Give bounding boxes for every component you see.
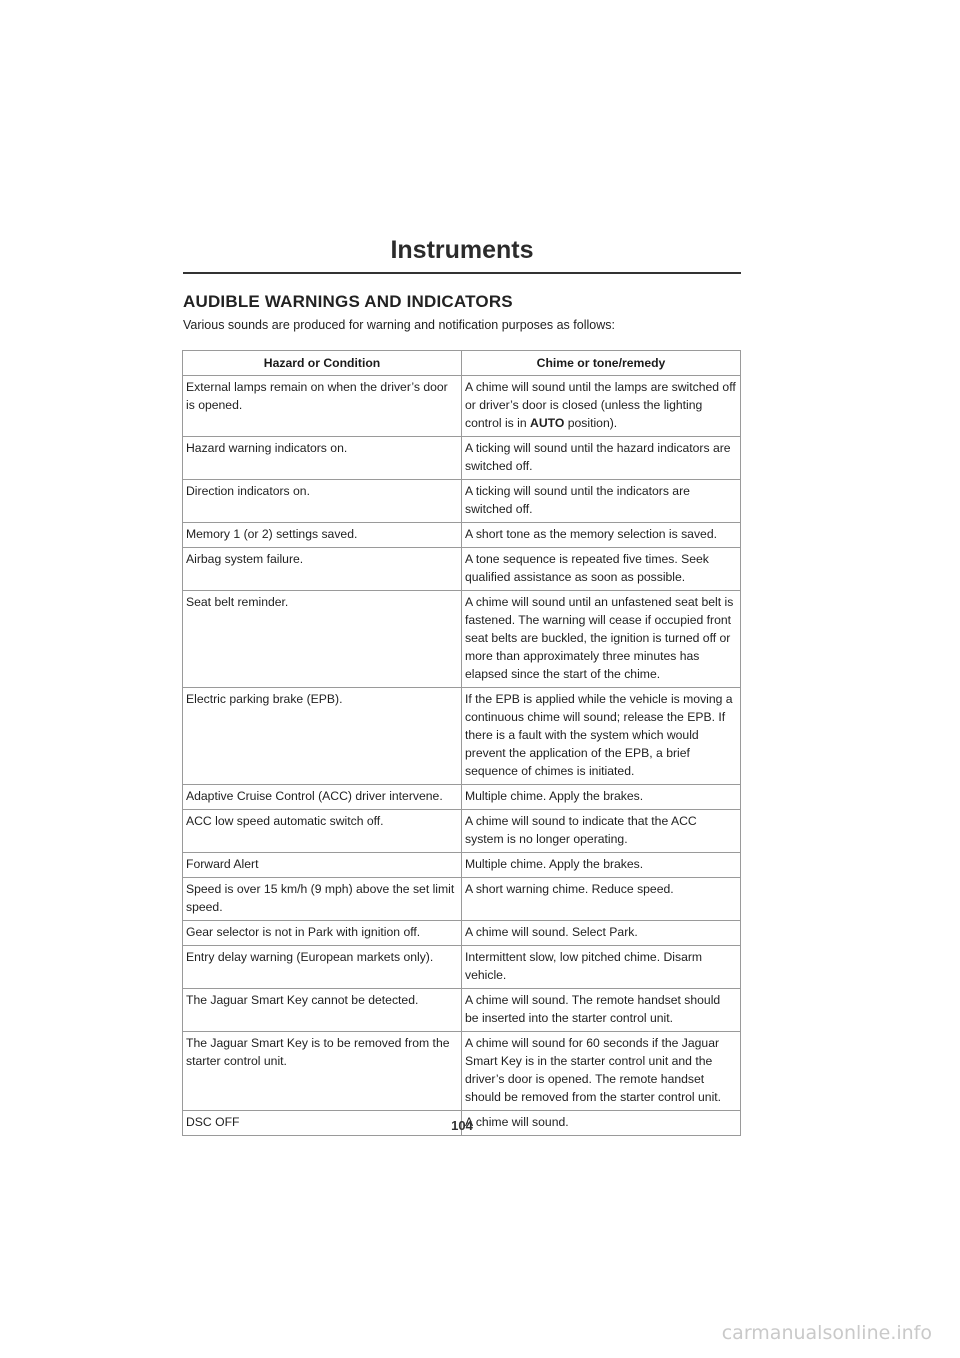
condition-cell: The Jaguar Smart Key cannot be detected. (183, 989, 462, 1032)
page-title: Instruments (390, 236, 534, 264)
table-row (183, 810, 741, 853)
remedy-cell: Multiple chime. Apply the brakes. (462, 853, 741, 878)
table-row (183, 688, 741, 785)
table-row (183, 437, 741, 480)
condition-cell: Speed is over 15 km/h (9 mph) above the set limit speed. (183, 878, 462, 921)
table-row (183, 523, 741, 548)
remedy-cell: A ticking will sound until the hazard indicators are switched off. (462, 437, 741, 480)
title-divider (183, 272, 741, 274)
condition-cell: Entry delay warning (European markets only). (183, 946, 462, 989)
condition-cell: Forward Alert (183, 853, 462, 878)
table-row (183, 921, 741, 946)
condition-cell: Gear selector is not in Park with ignition off. (183, 921, 462, 946)
intro-text: Various sounds are produced for warning and notification purposes as follows: (183, 318, 615, 332)
condition-cell: ACC low speed automatic switch off. (183, 810, 462, 853)
table-row (183, 1032, 741, 1111)
table-row (183, 548, 741, 591)
remedy-cell: A chime will sound to indicate that the ACC system is no longer operating. (462, 810, 741, 853)
section-heading: AUDIBLE WARNINGS AND INDICATORS (183, 292, 513, 311)
condition-cell: Electric parking brake (EPB). (183, 688, 462, 785)
table-row (183, 785, 741, 810)
condition-cell: DSC OFF (183, 1111, 462, 1136)
watermark: carmanualsonline.info (721, 1322, 932, 1344)
table-row (183, 480, 741, 523)
condition-cell: Seat belt reminder. (183, 591, 462, 688)
column-header-condition: Hazard or Condition (183, 351, 462, 376)
remedy-cell: A ticking will sound until the indicators are switched off. (462, 480, 741, 523)
remedy-cell: A chime will sound. The remote handset should be inserted into the starter control unit. (462, 989, 741, 1032)
table-row (183, 591, 741, 688)
remedy-cell: If the EPB is applied while the vehicle is moving a continuous chime will sound; release the EPB. If there is a fault with the system which would prevent the application of the EPB, a brief sequence of chimes is initiated. (462, 688, 741, 785)
table-row (183, 946, 741, 989)
condition-cell: External lamps remain on when the driver’s door is opened. (183, 376, 462, 437)
remedy-cell: A chime will sound. (462, 1111, 741, 1136)
remedy-text: A chime will sound until the lamps are switched off or driver’s door is closed (unless the lighting control is in (465, 380, 736, 430)
condition-cell: Direction indicators on. (183, 480, 462, 523)
remedy-cell: A chime will sound until an unfastened seat belt is fastened. The warning will cease if occupied front seat belts are buckled, the ignition is turned off or more than approximately three minutes has elapsed since the start of the chime. (462, 591, 741, 688)
table-header-row (183, 351, 741, 376)
remedy-cell: Intermittent slow, low pitched chime. Disarm vehicle. (462, 946, 741, 989)
remedy-cell: A short tone as the memory selection is saved. (462, 523, 741, 548)
remedy-text-end: position). (564, 416, 618, 430)
remedy-cell (462, 376, 741, 437)
table-row (183, 853, 741, 878)
condition-cell: Memory 1 (or 2) settings saved. (183, 523, 462, 548)
table-row (183, 989, 741, 1032)
condition-cell: The Jaguar Smart Key is to be removed from the starter control unit. (183, 1032, 462, 1111)
condition-cell: Hazard warning indicators on. (183, 437, 462, 480)
condition-cell: Adaptive Cruise Control (ACC) driver intervene. (183, 785, 462, 810)
remedy-cell: A chime will sound for 60 seconds if the Jaguar Smart Key is in the starter control unit and the driver’s door is opened. The remote handset should be removed from the starter control unit. (462, 1032, 741, 1111)
remedy-cell: Multiple chime. Apply the brakes. (462, 785, 741, 810)
table-row (183, 878, 741, 921)
condition-cell: Airbag system failure. (183, 548, 462, 591)
remedy-cell: A tone sequence is repeated five times. Seek qualified assistance as soon as possible. (462, 548, 741, 591)
column-header-remedy: Chime or tone/remedy (462, 351, 741, 376)
warnings-table (182, 350, 741, 1136)
remedy-cell: A short warning chime. Reduce speed. (462, 878, 741, 921)
remedy-cell: A chime will sound. Select Park. (462, 921, 741, 946)
page-number: 104 (451, 1118, 473, 1133)
table-row (183, 376, 741, 437)
remedy-keyword: AUTO (530, 416, 565, 430)
